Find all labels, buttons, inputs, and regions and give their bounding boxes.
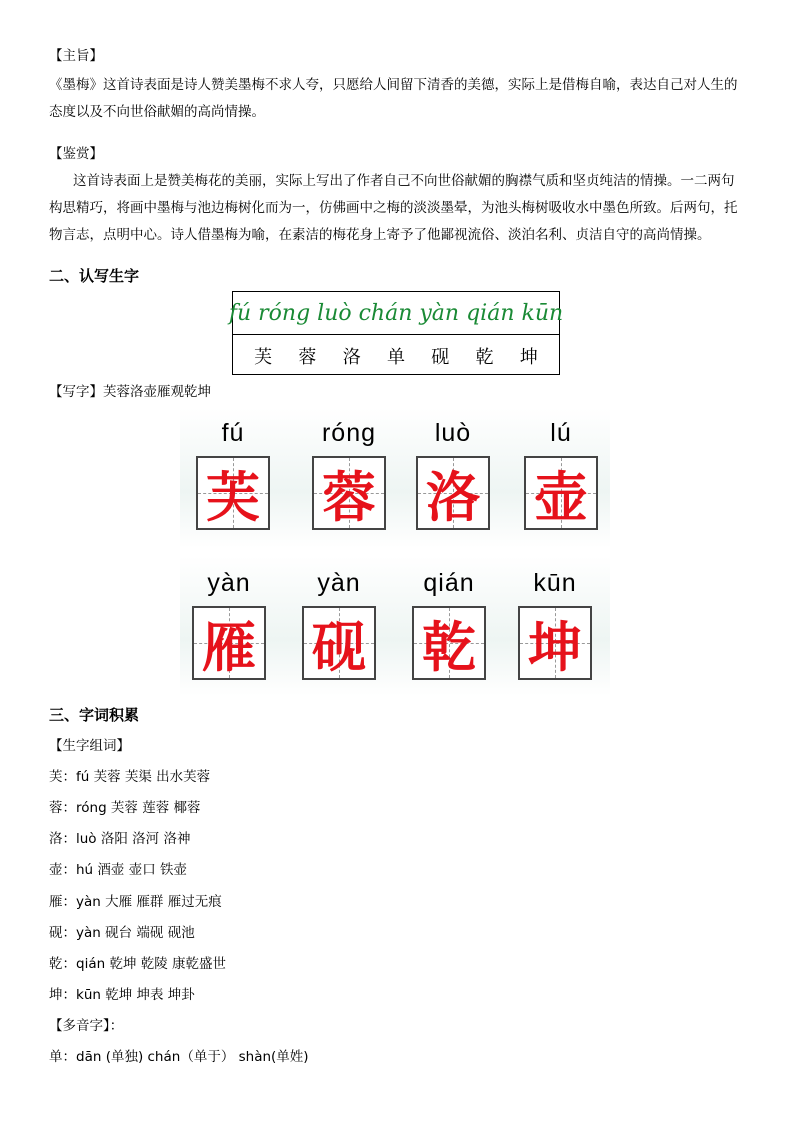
tianzige-box — [412, 606, 486, 680]
card-hanzi: 蓉 — [322, 464, 376, 529]
table-char: 坤 — [519, 346, 538, 368]
word-line: 蓉：róng 芙蓉 莲蓉 椰蓉 — [49, 800, 201, 816]
tianzige-box — [524, 456, 598, 530]
table-char: 单 — [386, 346, 405, 368]
writing-card — [184, 560, 274, 680]
writing-card — [516, 410, 606, 530]
char-row — [233, 335, 559, 376]
theme-text: 《墨梅》这首诗表面是诗人赞美墨梅不求人夸，只愿给人间留下清香的美德，实际上是借梅自喻，表达自己对人生的态度以及不向世俗献媚的高尚情操。 — [49, 77, 738, 120]
card-pinyin: fú — [221, 419, 245, 447]
tianzige-box — [196, 456, 270, 530]
word-line: 洛：luò 洛阳 洛河 洛神 — [49, 831, 191, 847]
tianzige-box — [192, 606, 266, 680]
writing-card — [294, 560, 384, 680]
card-hanzi: 芙 — [206, 464, 260, 529]
tianzige-box — [416, 456, 490, 530]
writing-card — [510, 560, 600, 680]
pinyin-line: fú róng luò chán yàn qián kūn — [233, 292, 559, 335]
polyphone-line: 单：dān (单独) chán（单于） shàn(单姓) — [49, 1049, 309, 1065]
theme-heading: 【主旨】 — [49, 48, 103, 64]
writing-card — [404, 560, 494, 680]
word-line: 乾：qián 乾坤 乾陵 康乾盛世 — [49, 956, 227, 972]
card-pinyin: lú — [550, 419, 572, 447]
table-char: 洛 — [342, 346, 361, 368]
card-pinyin: róng — [321, 419, 377, 447]
word-line: 雁：yàn 大雁 雁群 雁过无痕 — [49, 894, 222, 910]
tianzige-box — [518, 606, 592, 680]
card-pinyin: qián — [423, 569, 475, 597]
table-char: 蓉 — [298, 346, 317, 368]
card-hanzi: 雁 — [202, 614, 256, 679]
card-pinyin: luò — [434, 419, 472, 447]
card-hanzi: 洛 — [426, 464, 480, 529]
write-label: 【写字】芙蓉洛壶雁观乾坤 — [49, 384, 211, 400]
card-hanzi: 乾 — [422, 614, 476, 679]
card-hanzi: 砚 — [312, 614, 366, 679]
card-pinyin: kūn — [533, 569, 577, 597]
polyphone-heading: 【多音字】： — [49, 1018, 124, 1034]
word-line: 砚：yàn 砚台 端砚 砚池 — [49, 925, 195, 941]
writing-card — [304, 410, 394, 530]
section-title-words: 三、字词积累 — [49, 706, 140, 724]
appreciation-text: 这首诗表面上是赞美梅花的美丽，实际上写出了作者自己不向世俗献媚的胸襟气质和坚贞纯洁的情操。一二两句构思精巧，将画中墨梅与池边梅树化而为一，仿佛画中之梅的淡淡墨晕，为池头梅树吸收水中墨色所致。后两句，托物言志，点明中心。诗人借墨梅为喻，在素洁的梅花身上寄予了他鄙视流俗、淡泊名利、贞洁自守的高尚情操。 — [49, 173, 738, 243]
word-line: 坤：kūn 乾坤 坤表 坤卦 — [49, 987, 195, 1003]
card-pinyin: yàn — [207, 569, 251, 597]
tianzige-box — [312, 456, 386, 530]
section-title-write: 二、认写生字 — [49, 267, 140, 285]
word-line: 壶：hú 酒壶 壶口 铁壶 — [49, 862, 187, 878]
writing-card — [408, 410, 498, 530]
words-heading: 【生字组词】 — [49, 738, 130, 754]
writing-card — [188, 410, 278, 530]
appreciation-heading: 【鉴赏】 — [49, 146, 103, 162]
table-char: 芙 — [254, 346, 273, 368]
table-char: 砚 — [431, 346, 450, 368]
tianzige-box — [302, 606, 376, 680]
table-char: 乾 — [475, 346, 494, 368]
word-line: 芙：fú 芙蓉 芙渠 出水芙蓉 — [49, 769, 211, 785]
card-hanzi: 坤 — [528, 614, 582, 679]
pinyin-table — [228, 291, 564, 375]
card-pinyin: yàn — [317, 569, 361, 597]
card-hanzi: 壶 — [534, 464, 588, 529]
